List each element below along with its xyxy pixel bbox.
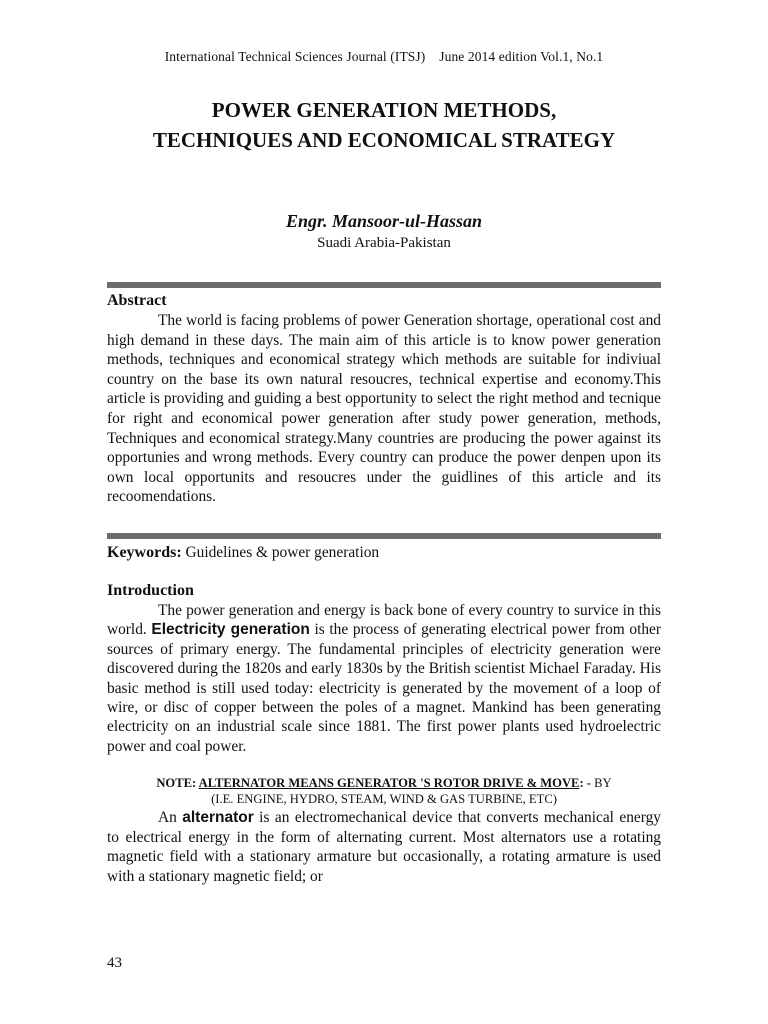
page-number: 43 xyxy=(107,955,122,971)
alternator-paragraph xyxy=(107,808,661,886)
introduction-text-after: is the process of generating electrical power from other sources of primary energy. The fundamental principles of electricity generation were discovered during the 1820s and early 1830s by the British scientist Michael Faraday. His basic method is still used today: electricity is generated by the movement of a loop of wire, or disc of copper between the poles of a magnet. Mankind has been generating electricity on an industrial scale since 1881. The first power plants used hydroelectric power and coal power. xyxy=(107,621,662,755)
keywords-value: Guidelines & power generation xyxy=(181,544,380,561)
author-name: Engr. Mansoor-ul-Hassan xyxy=(285,211,483,231)
note-by: BY xyxy=(594,776,612,790)
note-suffix: : - xyxy=(579,776,595,790)
author-affiliation: Suadi Arabia-Pakistan xyxy=(317,235,451,251)
abstract-heading: Abstract xyxy=(107,292,167,309)
keywords-line xyxy=(107,544,661,562)
note-line xyxy=(0,776,768,791)
note-label: NOTE: xyxy=(156,776,199,790)
introduction-text xyxy=(107,601,661,756)
note-emphasis: ALTERNATOR MEANS GENERATOR 'S ROTOR DRIVE & MOVE xyxy=(198,776,580,790)
keywords-label: Keywords: xyxy=(107,544,182,561)
section-divider-bottom xyxy=(107,533,661,539)
electricity-generation-term: Electricity generation xyxy=(151,621,310,639)
alternator-prefix: An xyxy=(158,809,183,826)
abstract-text: The world is facing problems of power Generation shortage, operational cost and high demand in these days. The main aim of this article is to know power generation methods, techniques and economical strategy which methods are suitable for indiviual country on the base its own natural resoucres, technical expertise and economy.This article is providing and guiding a best opportunity to select the right method and tecnique for right and economical power generation after study power generation, methods, Techniques and economical strategy.Many countries are producing the power against its opportunies and wrong methods. Every country can produce the power denpen upon its own local opportunits and resoucres under the guidlines of this article and its recoomendations. xyxy=(107,312,661,506)
section-divider-top xyxy=(107,282,661,288)
title-line-1: POWER GENERATION METHODS, xyxy=(211,98,557,122)
title-line-2: TECHNIQUES AND ECONOMICAL STRATEGY xyxy=(152,128,616,152)
note-line-2: (I.E. ENGINE, HYDRO, STEAM, WIND & GAS TURBINE, ETC) xyxy=(211,792,557,806)
introduction-heading: Introduction xyxy=(107,582,194,599)
journal-header: International Technical Sciences Journal (ITSJ) June 2014 edition Vol.1, No.1 xyxy=(164,49,604,64)
paper-title xyxy=(0,95,768,155)
alternator-text: is an electromechanical device that converts mechanical energy to electrical energy in the form of alternating current. Most alternators use a rotating magnetic field with a stationary armature but occasionally, a rotating armature is used with a stationary magnetic field; or xyxy=(107,809,661,885)
alternator-term: alternator xyxy=(182,809,254,826)
introduction-text-before: The power generation and energy is back bone of every country to survice in this world. xyxy=(107,602,661,639)
